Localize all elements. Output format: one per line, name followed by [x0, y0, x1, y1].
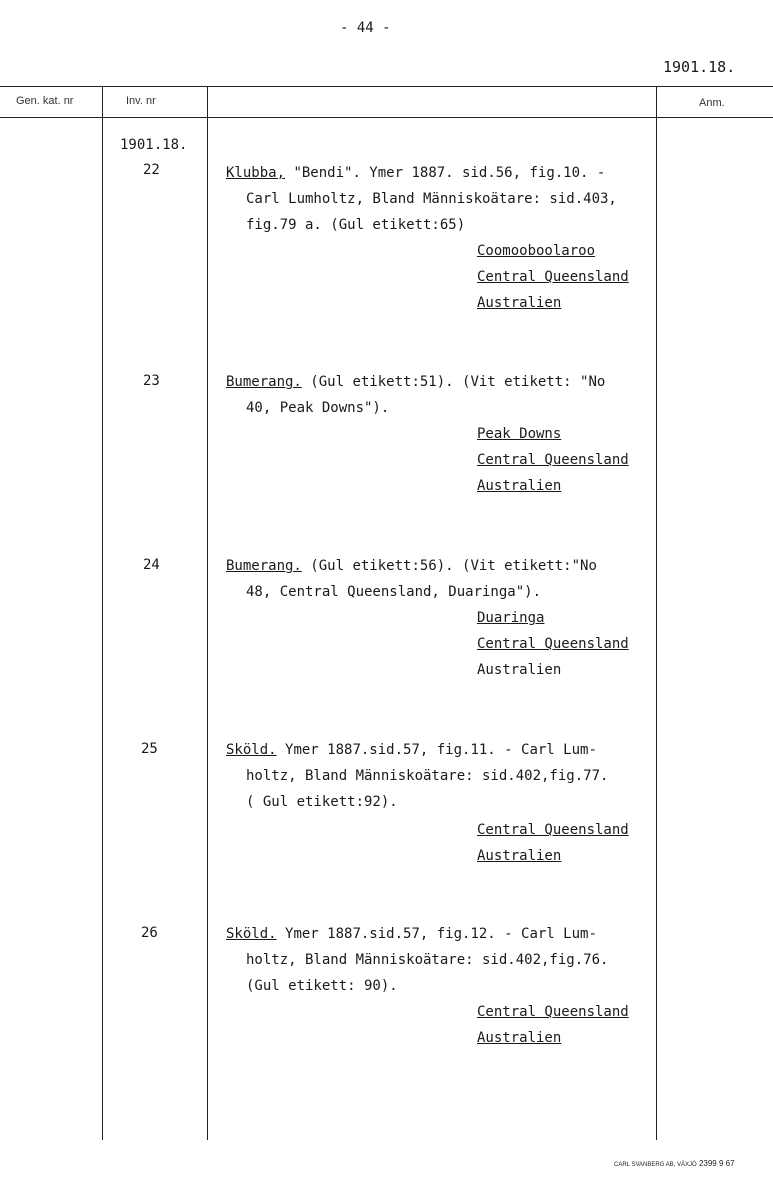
form-code: 2399 9 67 — [698, 1159, 735, 1168]
entry-line: "Bendi". Ymer 1887. sid.56, fig.10. - — [293, 165, 606, 181]
entry-line: 40, Peak Downs"). — [246, 400, 390, 416]
printer-footer — [614, 1159, 735, 1168]
entry-line: (Gul etikett:51). (Vit etikett: "No — [310, 374, 606, 390]
entry-places — [477, 421, 629, 499]
column-divider-desc — [207, 86, 208, 1140]
entry-line: holtz, Bland Människoätare: sid.402,fig.76. — [246, 952, 609, 968]
entry-description — [226, 921, 656, 999]
inv-number: 24 — [143, 557, 160, 573]
place-line: Australien — [477, 848, 562, 864]
entry-places — [477, 817, 629, 869]
column-header-inv: Inv. nr — [126, 95, 156, 107]
place-line: Duaringa — [477, 610, 545, 626]
header-top-rule — [0, 86, 773, 87]
entry-line: (Gul etikett: 90). — [246, 978, 398, 994]
place-line: Australien — [477, 662, 562, 678]
entry-line: Carl Lumholtz, Bland Människoätare: sid.403, — [246, 191, 617, 207]
entry-places — [477, 999, 629, 1051]
place-line: Central Queensland — [477, 452, 629, 468]
page-number: - 44 - — [340, 20, 391, 36]
entry-line: holtz, Bland Människoätare: sid.402,fig.77. — [246, 768, 609, 784]
entry-description — [226, 553, 656, 605]
entry-line: fig.79 a. (Gul etikett:65) — [246, 217, 466, 233]
entry-places — [477, 605, 629, 683]
entry-places — [477, 238, 629, 316]
inv-series: 1901.18. — [120, 137, 188, 153]
column-divider-anm — [656, 86, 657, 1140]
place-line: Australien — [477, 478, 562, 494]
header-year: 1901.18. — [663, 58, 736, 76]
place-line: Central Queensland — [477, 1004, 629, 1020]
column-header-gen: Gen. kat. nr — [16, 95, 74, 107]
object-name: Bumerang. — [226, 374, 302, 390]
place-line: Coomooboolaroo — [477, 243, 596, 259]
inv-number: 26 — [141, 925, 158, 941]
column-divider-inv — [102, 86, 103, 1140]
entry-line: 48, Central Queensland, Duaringa"). — [246, 584, 542, 600]
place-line: Peak Downs — [477, 426, 562, 442]
place-line: Australien — [477, 1030, 562, 1046]
place-line: Central Queensland — [477, 636, 629, 652]
entry-description — [226, 160, 656, 238]
inv-number: 22 — [143, 162, 160, 178]
header-bottom-rule — [0, 117, 773, 118]
object-name: Sköld. — [226, 926, 277, 942]
column-header-anm: Anm. — [699, 97, 725, 109]
entry-description — [226, 737, 656, 815]
entry-line: Ymer 1887.sid.57, fig.11. - Carl Lum- — [285, 742, 597, 758]
place-line: Central Queensland — [477, 822, 629, 838]
inv-number: 23 — [143, 373, 160, 389]
place-line: Australien — [477, 295, 562, 311]
entry-line: (Gul etikett:56). (Vit etikett:"No — [310, 558, 597, 574]
object-name: Sköld. — [226, 742, 277, 758]
entry-description — [226, 369, 656, 421]
entry-line: ( Gul etikett:92). — [246, 794, 398, 810]
object-name: Klubba, — [226, 165, 286, 181]
printer-name: CARL SVANBERG AB, VÄXJÖ — [614, 1162, 697, 1168]
place-line: Central Queensland — [477, 269, 629, 285]
inv-number: 25 — [141, 741, 158, 757]
entry-line: Ymer 1887.sid.57, fig.12. - Carl Lum- — [285, 926, 597, 942]
object-name: Bumerang. — [226, 558, 302, 574]
